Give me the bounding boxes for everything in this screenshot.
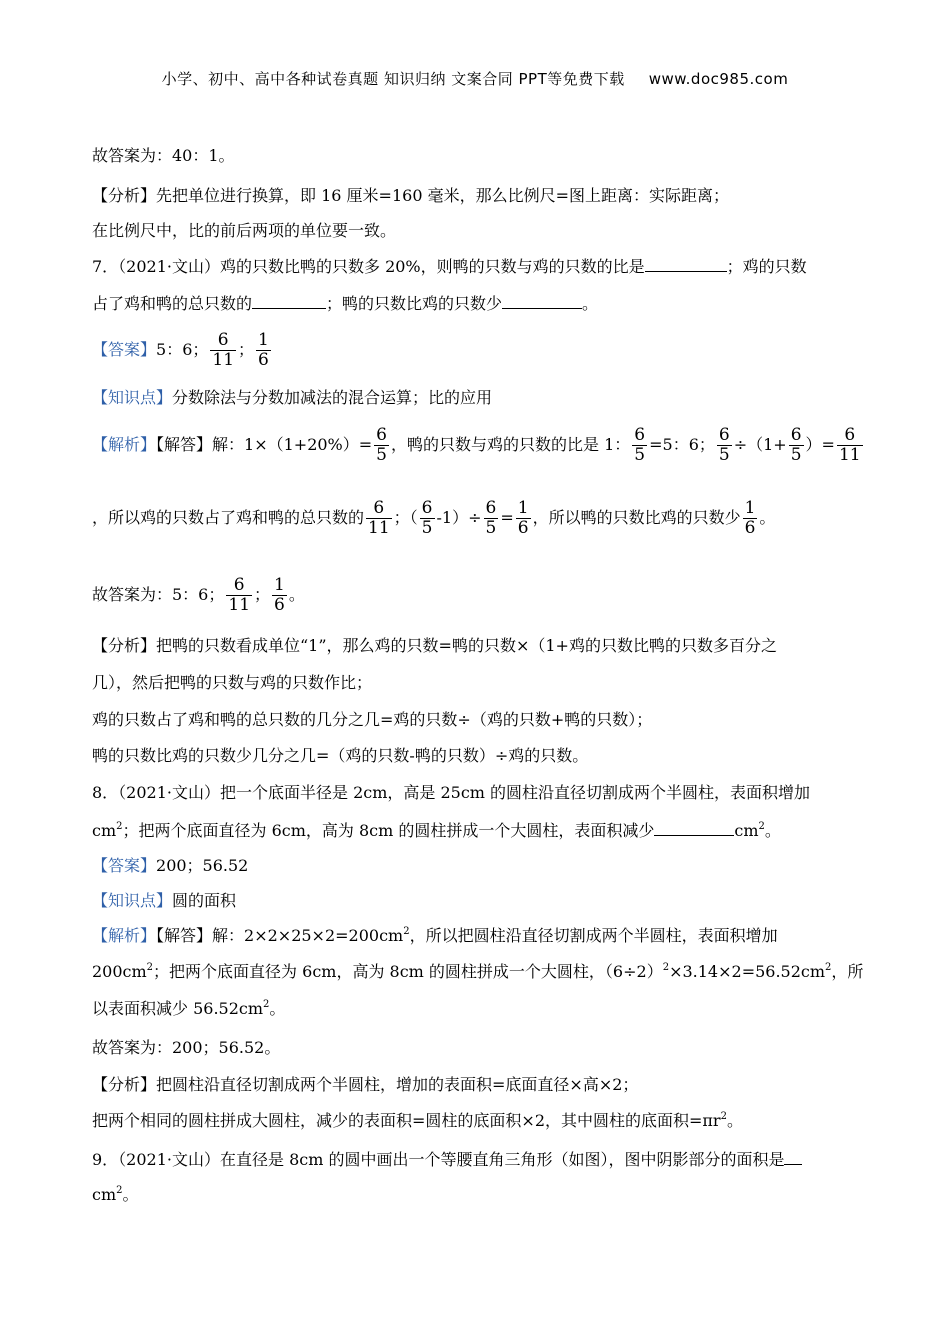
q7-solution-line1: 【解析】【解答】解：1×（1+20%）= $\frac{6}{5}$ ，鸭的只数与鸡的只数的比是 1： $\frac{6}{5}$ =5：6； $\frac{6}{5}$ ÷（1+ $\frac{6}{5}$ ）= $\frac{6}{11}$ [92, 425, 861, 465]
q8-final-answer: 故答案为：200；56.52。 [92, 1038, 281, 1057]
fraction: $\frac{6}{5}$ [790, 425, 802, 465]
fraction: $\frac{6}{5}$ [421, 498, 433, 538]
blank-4[interactable] [654, 820, 734, 836]
q7-analysis-line1: 【分析】把鸭的只数看成单位“1”，那么鸡的只数=鸭的只数×（1+鸡的只数比鸭的只数多百分之 [92, 636, 777, 655]
q7-question-line2: 占了鸡和鸭的总只数的 ；鸭的只数比鸡的只数少 。 [92, 294, 599, 313]
header-url[interactable]: www.doc985.com [648, 70, 789, 88]
q8-analysis-line1: 【分析】把圆柱沿直径切割成两个半圆柱，增加的表面积=底面直径×高×2； [92, 1075, 639, 1094]
blank-5[interactable] [784, 1149, 802, 1165]
q7-analysis-line3: 鸡的只数占了鸡和鸭的总只数的几分之几=鸡的只数÷（鸡的只数+鸭的只数）； [92, 710, 653, 729]
q9-question-line2: $cm^2$。 [92, 1185, 139, 1204]
fraction: $\frac{1}{6}$ [258, 330, 269, 370]
q8-solution-line3: 以表面积减少 $56.52cm^2$。 [92, 999, 286, 1018]
fraction: $\frac{6}{5}$ [634, 425, 646, 465]
q8-question-line2: $cm^2$；把两个底面直径为 6cm，高为 8cm 的圆柱拼成一个大圆柱，表面积减少 $cm^2$。 [92, 821, 781, 840]
fraction: $\frac{6}{5}$ [718, 425, 730, 465]
q7-knowledge-point: 【知识点】分数除法与分数加减法的混合运算；比的应用 [92, 388, 493, 407]
q9-question-line1: 9．（2021·文山）在直径是 8cm 的圆中画出一个等腰直角三角形（如图），图中阴影部分的面积是 [92, 1149, 802, 1170]
fraction: $\frac{6}{11}$ [838, 425, 861, 465]
fraction: $\frac{6}{5}$ [485, 498, 497, 538]
q8-analysis-line2: 把两个相同的圆柱拼成大圆柱，减少的表面积=圆柱的底面积×2，其中圆柱的底面积$=\pi r^2$。 [92, 1111, 743, 1130]
q7-final-answer: 故答案为：5：6； $\frac{6}{11}$ ； $\frac{1}{6}$ 。 [92, 575, 305, 615]
blank-3[interactable] [502, 293, 582, 309]
q7-analysis-line4: 鸭的只数比鸡的只数少几分之几=（鸡的只数-鸭的只数）÷鸡的只数。 [92, 746, 589, 765]
prev-analysis-line2: 在比例尺中，比的前后两项的单位要一致。 [92, 221, 397, 240]
q7-solution-line2: ，所以鸡的只数占了鸡和鸭的总只数的 $\frac{6}{11}$ ；（ $\frac{6}{5}$ -1）÷ $\frac{6}{5}$ = $\frac{1}{6}$ ，所以鸭的只数比鸡的只数少 $\frac{1}{6}$ 。 [92, 498, 776, 538]
q8-knowledge-point: 【知识点】圆的面积 [92, 891, 237, 910]
fraction: $\frac{6}{11}$ [368, 498, 390, 538]
fraction: $\frac{1}{6}$ [744, 498, 756, 538]
q8-solution-line1: 【解析】【解答】解：$2\times 2\times 25\times 2=200cm^2$，所以把圆柱沿直径切割成两个半圆柱，表面积增加 [92, 926, 778, 945]
q8-question-line1: 8．（2021·文山）把一个底面半径是 2cm，高是 25cm 的圆柱沿直径切割成两个半圆柱，表面积增加 [92, 783, 811, 802]
fraction: $\frac{1}{6}$ [274, 575, 285, 615]
q8-solution-line2: $200cm^2$；把两个底面直径为 6cm，高为 8cm 的圆柱拼成一个大圆柱，$(6\div 2)^2\times 3.14\times 2=56.52cm^2$，所 [92, 962, 864, 981]
q7-answer: 【答案】5：6； $\frac{6}{11}$ ； $\frac{1}{6}$ [92, 330, 269, 370]
prev-answer: 故答案为：40：1。 [92, 146, 235, 165]
q8-answer: 【答案】200；56.52 [92, 856, 249, 875]
q7-analysis-line2: 几），然后把鸭的只数与鸡的只数作比； [92, 673, 373, 692]
blank-2[interactable] [252, 293, 326, 309]
fraction: $\frac{1}{6}$ [517, 498, 529, 538]
fraction: $\frac{6}{11}$ [212, 330, 235, 370]
prev-analysis-line1: 【分析】先把单位进行换算，即 16 厘米=160 毫米，那么比例尺=图上距离：实际距离； [92, 186, 729, 205]
page-header [0, 68, 950, 89]
blank-1[interactable] [645, 256, 727, 272]
header-text: 小学、初中、高中各种试卷真题 知识归纳 文案合同 PPT等免费下载 [161, 70, 625, 88]
fraction: $\frac{6}{5}$ [376, 425, 387, 465]
fraction: $\frac{6}{11}$ [228, 575, 251, 615]
q7-question-line1: 7．（2021·文山）鸡的只数比鸭的只数多 20%，则鸭的只数与鸡的只数的比是 ；鸡的只数 [92, 257, 807, 276]
